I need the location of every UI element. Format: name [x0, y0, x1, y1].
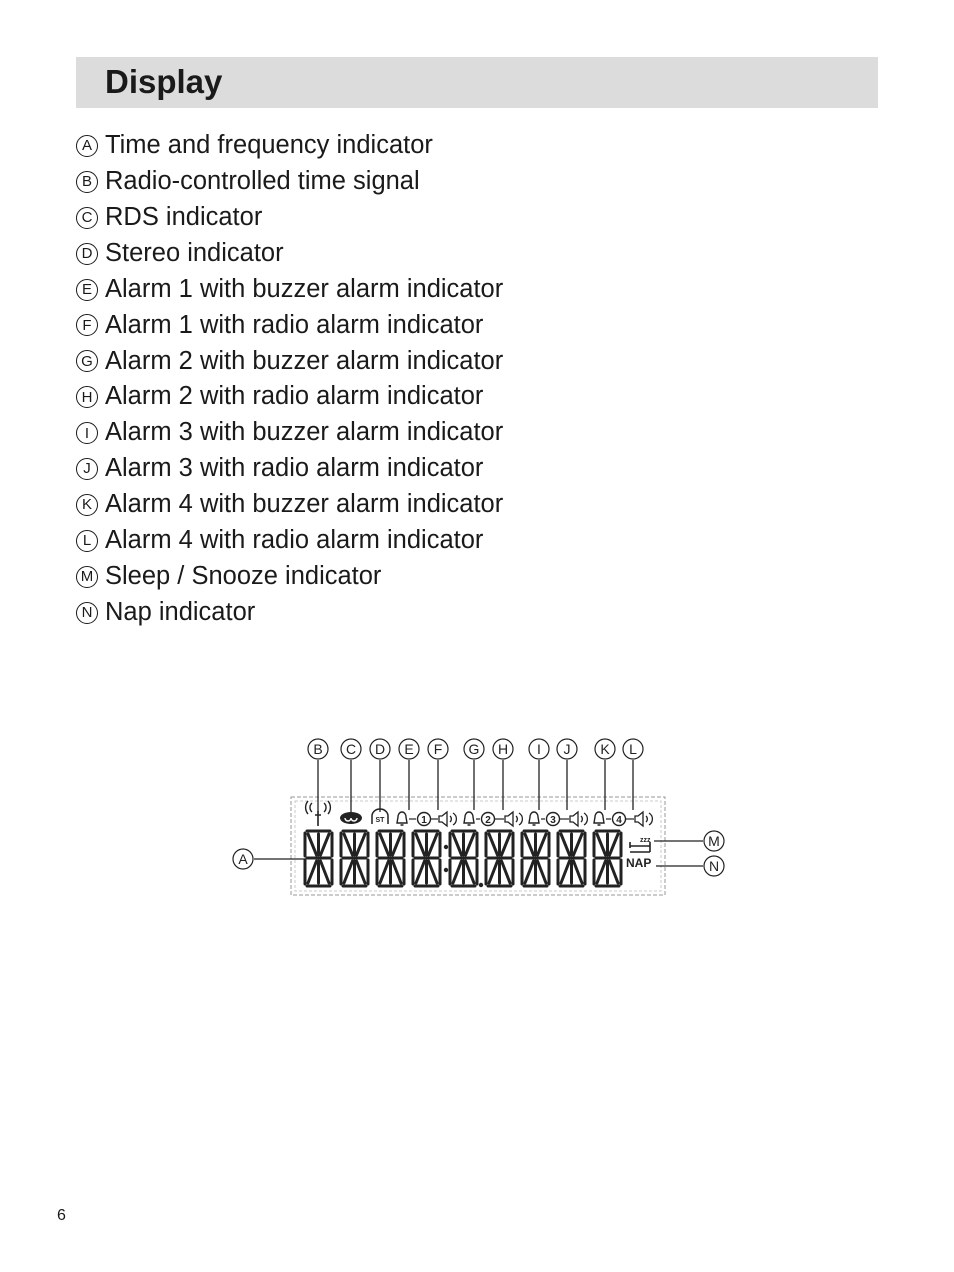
alarm-1-bell-icon — [397, 812, 407, 825]
alarm-number: 4 — [616, 815, 622, 826]
legend-key-badge: M — [76, 566, 98, 588]
alarm-1-clock-icon — [418, 813, 431, 827]
legend-key-badge: K — [76, 494, 98, 516]
legend-key-badge: E — [76, 279, 98, 301]
segment-digit — [558, 831, 585, 886]
callout-label-a: A — [238, 851, 248, 867]
callout-label-m: M — [708, 833, 720, 849]
legend-key-badge: A — [76, 135, 98, 157]
legend-label: Alarm 4 with buzzer alarm indicator — [105, 490, 504, 519]
legend-key-badge: H — [76, 386, 98, 408]
legend-label: Alarm 3 with radio alarm indicator — [105, 454, 484, 483]
section-title: Display — [105, 63, 223, 100]
stereo-st-label: ST — [375, 817, 385, 824]
alarm-2-clock-icon — [482, 813, 495, 827]
segment-digit — [413, 831, 440, 886]
segment-digit — [377, 831, 404, 886]
legend-key-badge: D — [76, 243, 98, 265]
legend-label: Stereo indicator — [105, 238, 284, 267]
callout-label-j: J — [563, 741, 571, 757]
legend-label: Radio-controlled time signal — [105, 167, 420, 196]
callout-label-e: E — [404, 741, 414, 757]
legend-label: Nap indicator — [105, 597, 256, 626]
alarm-number: 3 — [550, 815, 556, 826]
alarm-2-bell-icon — [464, 812, 474, 825]
legend-label: Alarm 1 with radio alarm indicator — [105, 310, 484, 339]
alarm-3-clock-icon — [547, 813, 560, 827]
snooze-zzz-text: zzz — [640, 837, 651, 844]
segment-digit — [522, 831, 549, 886]
segment-digit — [486, 831, 513, 886]
alarm-number: 2 — [485, 815, 491, 826]
legend-label: Alarm 2 with buzzer alarm indicator — [105, 346, 504, 375]
alarm-2-speaker-icon — [505, 812, 522, 826]
sleep-snooze-icon — [630, 837, 651, 852]
rds-icon — [340, 812, 362, 824]
legend-label: Alarm 1 with buzzer alarm indicator — [105, 274, 504, 303]
legend-key-badge: B — [76, 171, 98, 193]
alarm-3-bell-icon — [529, 812, 539, 825]
legend-label: Alarm 2 with radio alarm indicator — [105, 382, 484, 411]
legend-key-badge: J — [76, 458, 98, 480]
legend-key-badge: C — [76, 207, 98, 229]
segment-digit — [341, 831, 368, 886]
legend-label: Time and frequency indicator — [105, 131, 433, 160]
digit-colon-dot-lower — [444, 868, 448, 872]
callout-label-n: N — [708, 858, 720, 874]
nap-label: NAP — [626, 856, 652, 870]
callout-label-c: C — [345, 741, 357, 757]
alarm-1-speaker-icon — [439, 812, 456, 826]
segment-digit — [594, 831, 621, 886]
legend-key-badge: I — [76, 422, 98, 444]
alarm-3-speaker-icon — [570, 812, 587, 826]
callout-label-i: I — [537, 741, 541, 757]
page-number: 6 — [57, 1207, 66, 1224]
legend-key-badge: F — [76, 314, 98, 336]
callout-label-k: K — [600, 741, 610, 757]
callout-label-f: F — [433, 741, 443, 757]
legend-label: Alarm 4 with radio alarm indicator — [105, 525, 484, 554]
segment-digit — [305, 831, 332, 886]
segment-digit-row — [305, 831, 621, 886]
callout-label-d: D — [374, 741, 386, 757]
legend-key-badge: L — [76, 530, 98, 552]
alarm-4-bell-icon — [594, 812, 604, 825]
alarm-number: 1 — [421, 815, 427, 826]
legend-key-badge: N — [76, 602, 98, 624]
digit-colon-dot-upper — [444, 845, 448, 849]
legend-label: RDS indicator — [105, 202, 263, 231]
indicator-icon-row — [306, 801, 653, 826]
legend-key-badge: G — [76, 350, 98, 372]
alarm-4-clock-icon — [613, 813, 626, 827]
legend-label: Alarm 3 with buzzer alarm indicator — [105, 418, 504, 447]
callout-label-b: B — [313, 741, 323, 757]
segment-digit — [450, 831, 477, 886]
callout-label-g: G — [468, 741, 480, 757]
decimal-point — [479, 883, 483, 887]
alarm-4-speaker-icon — [635, 812, 652, 826]
callout-label-h: H — [497, 741, 509, 757]
callout-label-l: L — [629, 741, 637, 757]
legend-label: Sleep / Snooze indicator — [105, 561, 382, 590]
